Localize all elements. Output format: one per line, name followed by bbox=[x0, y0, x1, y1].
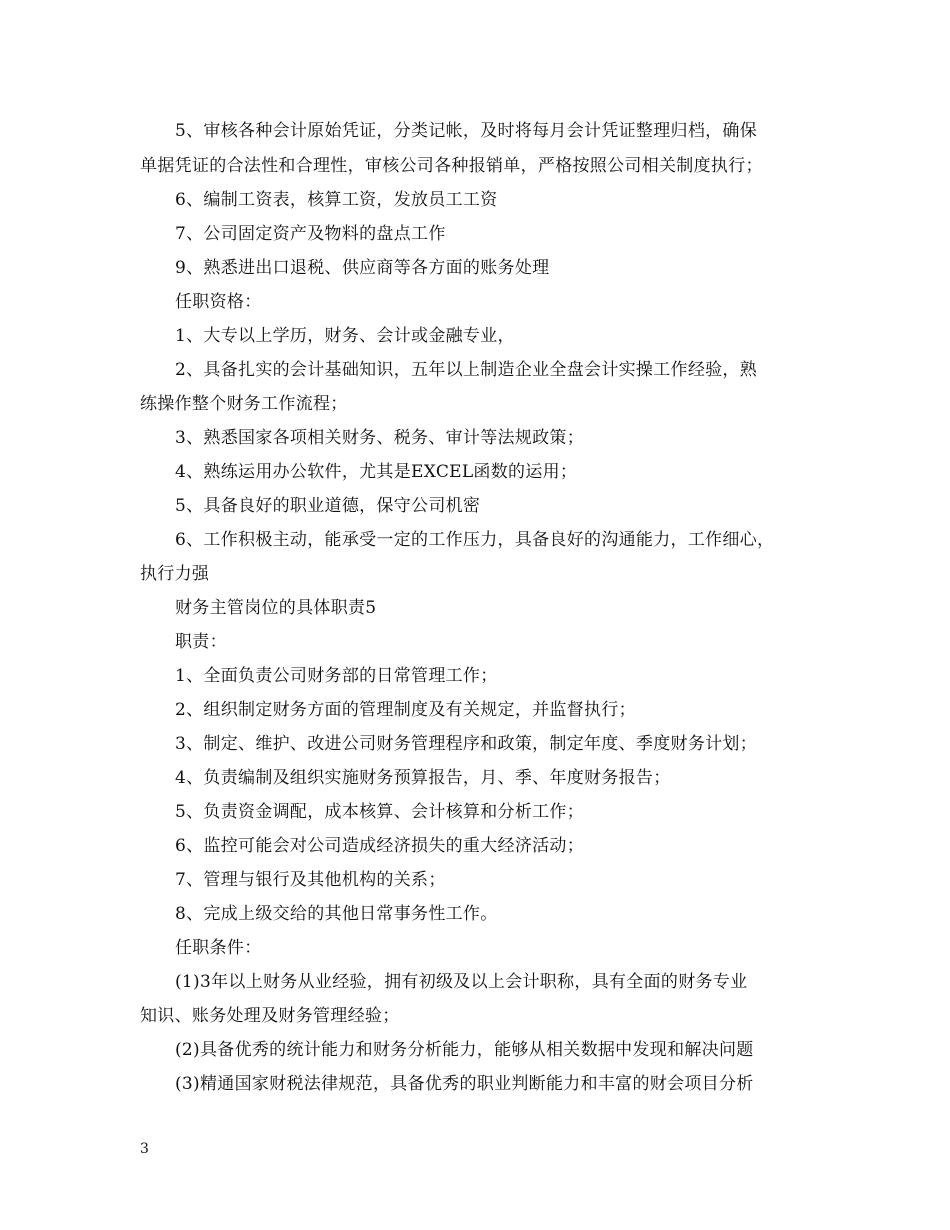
text-line: 2、组织制定财务方面的管理制度及有关规定，并监督执行； bbox=[175, 700, 636, 720]
section-title: 财务主管岗位的具体职责5 bbox=[175, 598, 377, 618]
text-line: 3、制定、维护、改进公司财务管理程序和政策，制定年度、季度财务计划； bbox=[175, 734, 758, 754]
section-heading: 任职条件： bbox=[175, 938, 262, 958]
text-line: 7、管理与银行及其他机构的关系； bbox=[175, 870, 446, 890]
text-line: (2)具备优秀的统计能力和财务分析能力，能够从相关数据中发现和解决问题 bbox=[175, 1040, 754, 1060]
section-heading: 职责： bbox=[175, 632, 227, 652]
text-line: 8、完成上级交给的其他日常事务性工作。 bbox=[175, 904, 498, 924]
page-number: 3 bbox=[140, 1141, 149, 1157]
text-line: 练操作整个财务工作流程； bbox=[140, 394, 348, 414]
text-line: 3、熟悉国家各项相关财务、税务、审计等法规政策； bbox=[175, 428, 585, 448]
text-line: 5、具备良好的职业道德，保守公司机密 bbox=[175, 496, 481, 516]
text-line: 2、具备扎实的会计基础知识，五年以上制造企业全盘会计实操工作经验，熟 bbox=[175, 360, 758, 380]
text-line: 6、工作积极主动，能承受一定的工作压力，具备良好的沟通能力，工作细心， bbox=[175, 530, 775, 550]
text-line: 6、监控可能会对公司造成经济损失的重大经济活动； bbox=[175, 836, 585, 856]
text-line: 6、编制工资表，核算工资，发放员工工资 bbox=[175, 190, 498, 210]
text-line: 4、负责编制及组织实施财务预算报告，月、季、年度财务报告； bbox=[175, 768, 671, 788]
text-line: 执行力强 bbox=[140, 564, 210, 584]
text-line: 7、公司固定资产及物料的盘点工作 bbox=[175, 224, 446, 244]
text-line: (1)3年以上财务从业经验，拥有初级及以上会计职称，具有全面的财务专业 bbox=[175, 972, 748, 992]
text-line: 5、审核各种会计原始凭证，分类记帐，及时将每月会计凭证整理归档，确保 bbox=[175, 121, 758, 141]
text-line: 4、熟练运用办公软件，尤其是EXCEL函数的运用； bbox=[175, 462, 578, 482]
section-heading: 任职资格： bbox=[175, 292, 262, 312]
text-line: 知识、账务处理及财务管理经验； bbox=[140, 1006, 400, 1026]
text-line: 1、大专以上学历，财务、会计或金融专业， bbox=[175, 326, 515, 346]
text-line: 1、全面负责公司财务部的日常管理工作； bbox=[175, 666, 498, 686]
text-line: 单据凭证的合法性和合理性，审核公司各种报销单，严格按照公司相关制度执行； bbox=[140, 156, 763, 176]
text-line: (3)精通国家财税法律规范，具备优秀的职业判断能力和丰富的财会项目分析 bbox=[175, 1074, 754, 1094]
text-line: 5、负责资金调配，成本核算、会计核算和分析工作； bbox=[175, 802, 585, 822]
text-line: 9、熟悉进出口退税、供应商等各方面的账务处理 bbox=[175, 258, 550, 278]
